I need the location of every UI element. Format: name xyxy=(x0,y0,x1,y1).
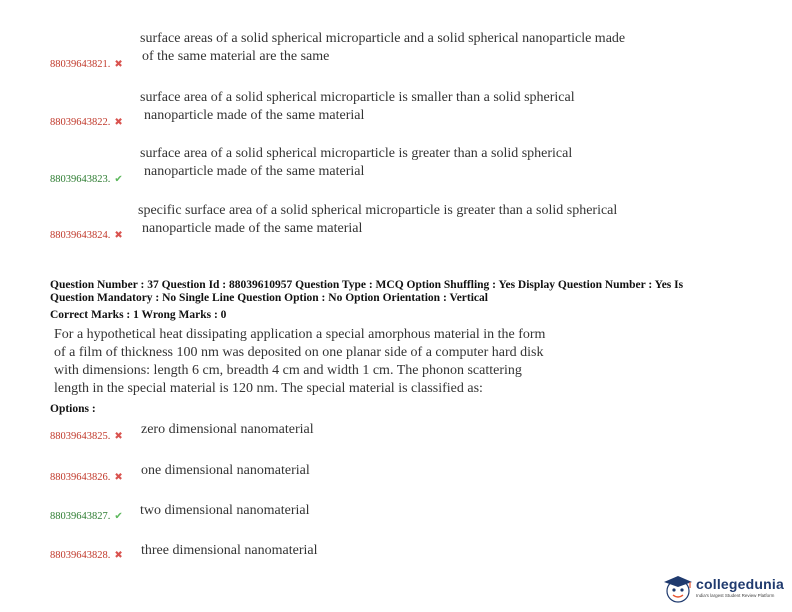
option-id-1 xyxy=(50,59,123,71)
option-id-5 xyxy=(50,431,123,443)
question-text-line: of a film of thickness 100 nm was deposited on one planar side of a computer hard disk xyxy=(54,345,544,360)
option-text-4 xyxy=(138,202,617,238)
option-id-label: 88039643827. xyxy=(50,511,111,522)
question-text-line: For a hypothetical heat dissipating application a special amorphous material in the form xyxy=(54,327,546,342)
option-id-label: 88039643828. xyxy=(50,550,111,561)
option-text-line: nanoparticle made of the same material xyxy=(142,221,363,236)
option-id-label: 88039643821. xyxy=(50,59,111,70)
question-text-line: with dimensions: length 6 cm, breadth 4 cm and width 1 cm. The phonon scattering xyxy=(54,363,522,378)
option-text-5: zero dimensional nanomaterial xyxy=(141,422,314,437)
options-label: Options : xyxy=(50,403,96,415)
question-marks: Correct Marks : 1 Wrong Marks : 0 xyxy=(50,309,227,321)
correct-mark-icon: ✔ xyxy=(114,174,123,185)
wrong-mark-icon: ✖ xyxy=(114,472,123,483)
option-text-7: two dimensional nanomaterial xyxy=(140,503,310,518)
wrong-mark-icon: ✖ xyxy=(114,550,123,561)
option-text-1 xyxy=(140,30,625,66)
wrong-mark-icon: ✖ xyxy=(114,431,123,442)
option-id-8 xyxy=(50,550,123,562)
option-text-3 xyxy=(140,145,572,181)
option-id-label: 88039643823. xyxy=(50,174,111,185)
option-text-line: surface areas of a solid spherical microparticle and a solid spherical nanoparticle made xyxy=(140,31,626,46)
option-text-line: specific surface area of a solid spherical microparticle is greater than a solid spherical xyxy=(138,203,618,218)
option-id-7 xyxy=(50,511,123,523)
option-id-label: 88039643824. xyxy=(50,230,111,241)
option-id-2 xyxy=(50,117,123,129)
question-meta-line-2: Question Mandatory : No Single Line Question Option : No Option Orientation : Vertical xyxy=(50,292,488,304)
question-meta-line-1: Question Number : 37 Question Id : 88039610957 Question Type : MCQ Option Shuffling : Yes Display Question Number : Yes Is xyxy=(50,279,684,291)
option-text-line: surface area of a solid spherical microparticle is greater than a solid spherical xyxy=(140,146,573,161)
option-text-line: of the same material are the same xyxy=(142,49,330,64)
option-text-6: one dimensional nanomaterial xyxy=(141,463,310,478)
option-text-8: three dimensional nanomaterial xyxy=(141,543,318,558)
wrong-mark-icon: ✖ xyxy=(114,59,123,70)
graduation-cap-icon xyxy=(662,574,694,604)
wrong-mark-icon: ✖ xyxy=(114,117,123,128)
wrong-mark-icon: ✖ xyxy=(114,230,123,241)
option-id-4 xyxy=(50,230,123,242)
option-id-label: 88039643822. xyxy=(50,117,111,128)
logo-tagline: India's largest Student Review Platform xyxy=(696,593,775,598)
option-text-line: nanoparticle made of the same material xyxy=(144,164,365,179)
collegedunia-logo xyxy=(662,574,786,604)
question-text-line: length in the special material is 120 nm. The special material is classified as: xyxy=(54,381,483,396)
option-id-6 xyxy=(50,472,123,484)
logo-wordmark: collegedunia xyxy=(696,576,784,592)
option-id-label: 88039643825. xyxy=(50,431,111,442)
option-text-line: nanoparticle made of the same material xyxy=(144,108,365,123)
option-text-2 xyxy=(140,89,575,125)
question-text xyxy=(54,326,600,398)
option-id-label: 88039643826. xyxy=(50,472,111,483)
correct-mark-icon: ✔ xyxy=(114,511,123,522)
option-text-line: surface area of a solid spherical microparticle is smaller than a solid spherical xyxy=(140,90,575,105)
option-id-3 xyxy=(50,174,123,186)
